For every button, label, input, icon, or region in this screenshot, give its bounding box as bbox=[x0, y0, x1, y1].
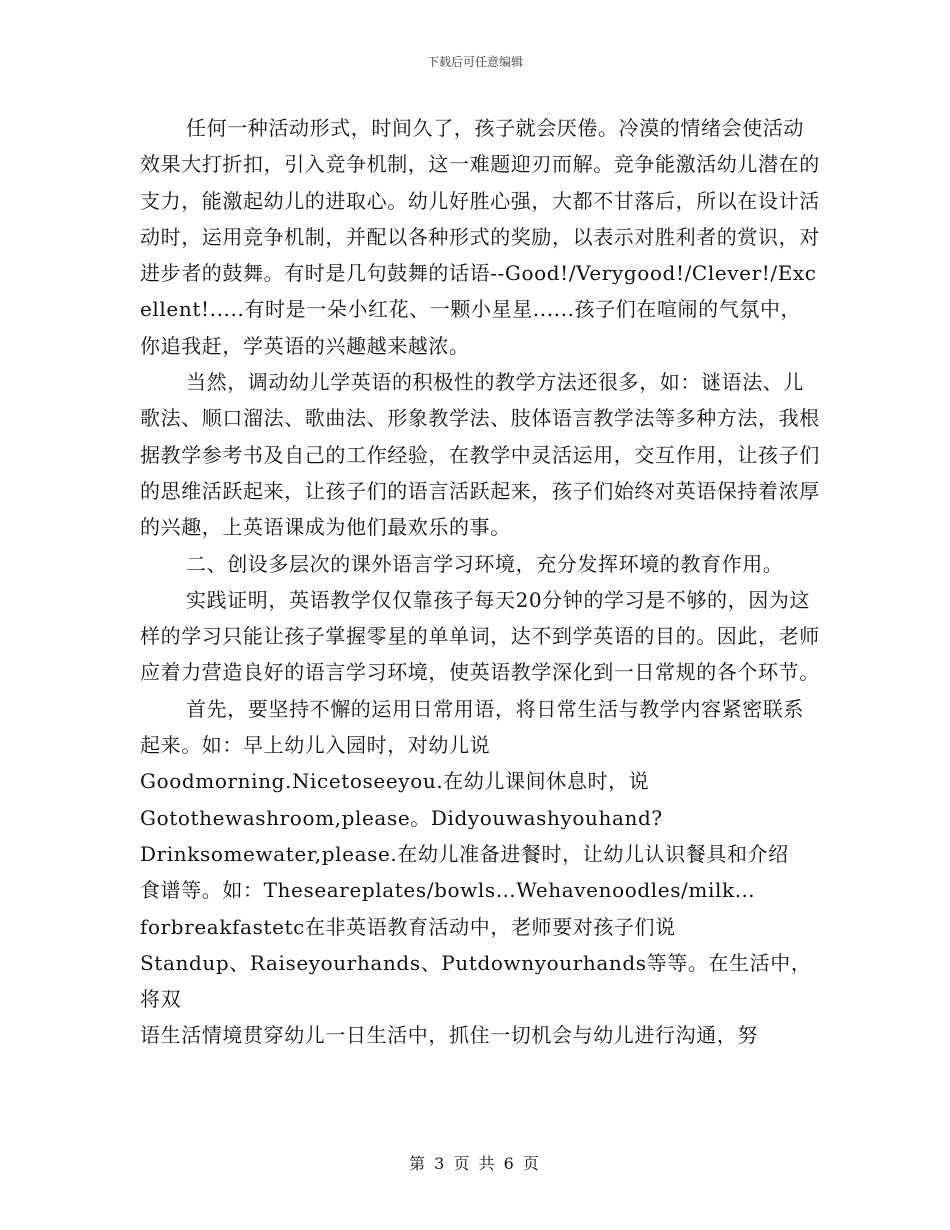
paragraph-competition: 任何一种活动形式，时间久了，孩子就会厌倦。冷漠的情绪会使活动效果大打折扣，引入竞争机制，这一难题迎刃而解。竞争能激活幼儿潜在的支力，能激起幼儿的进取心。幼儿好胜心强，大都不甘落后，所以在设计活动时，运用竞争机制，并配以各种形式的奖励，以表示对胜利者的赏识，对进步者的鼓舞。有时是几句鼓舞的话语--Good!/Verygood!/Clever!/Excellent!.....有时是一朵小红花、一颗小星星......孩子们在喧闹的气氛中，你追我赶，学英语的兴趣越来越浓。 bbox=[140, 116, 820, 358]
text-line: Drinksomewater,please.在幼儿准备进餐时，让幼儿认识餐具和介绍 bbox=[140, 841, 789, 866]
text-line: forbreakfastetc在非英语教育活动中，老师要对孩子们说 bbox=[140, 914, 676, 939]
text-line: 语生活情境贯穿幼儿一日生活中，抓住一切机会与幼儿进行沟通，努 bbox=[140, 1023, 758, 1048]
text-line: 食谱等。如：Theseareplates/bowls…Wehavenoodles/milk… bbox=[140, 878, 756, 903]
paragraph-teaching-methods: 当然，调动幼儿学英语的积极性的教学方法还很多，如：谜语法、儿歌法、顺口溜法、歌曲法、形象教学法、肢体语言教学法等多种方法，我根据教学参考书及自己的工作经验，在教学中灵活运用，交互作用，让孩子们的思维活跃起来，让孩子们的语言活跃起来，孩子们始终对英语保持着浓厚的兴趣，上英语课成为他们最欢乐的事。 bbox=[140, 370, 820, 540]
paragraph-practice: 实践证明，英语教学仅仅靠孩子每天20分钟的学习是不够的，因为这样的学习只能让孩子掌握零星的单单词，达不到学英语的目的。因此，老师应着力营造良好的语言学习环境，使英语教学深化到一日常规的各个环节。 bbox=[140, 587, 820, 685]
text-line: Gotothewashroom,please。Didyouwashyouhand? bbox=[140, 805, 663, 830]
page-number: 第 3 页 共 6 页 bbox=[409, 1154, 541, 1173]
text-line: Goodmorning.Nicetoseeyou.在幼儿课间休息时，说 bbox=[140, 769, 650, 794]
document-body bbox=[140, 110, 820, 1054]
header-note: 下载后可任意编辑 bbox=[426, 55, 523, 69]
section-heading-environment: 二、创设多层次的课外语言学习环境，充分发挥环境的教育作用。 bbox=[186, 551, 784, 576]
text-line: Standup、Raiseyourhands、Putdownyourhands等等。在生活中，将双 bbox=[140, 950, 812, 1012]
paragraph-daily-phrases: 首先，要坚持不懈的运用日常用语，将日常生活与教学内容紧密联系起来。如：早上幼儿入园时，对幼儿说 bbox=[140, 696, 804, 758]
